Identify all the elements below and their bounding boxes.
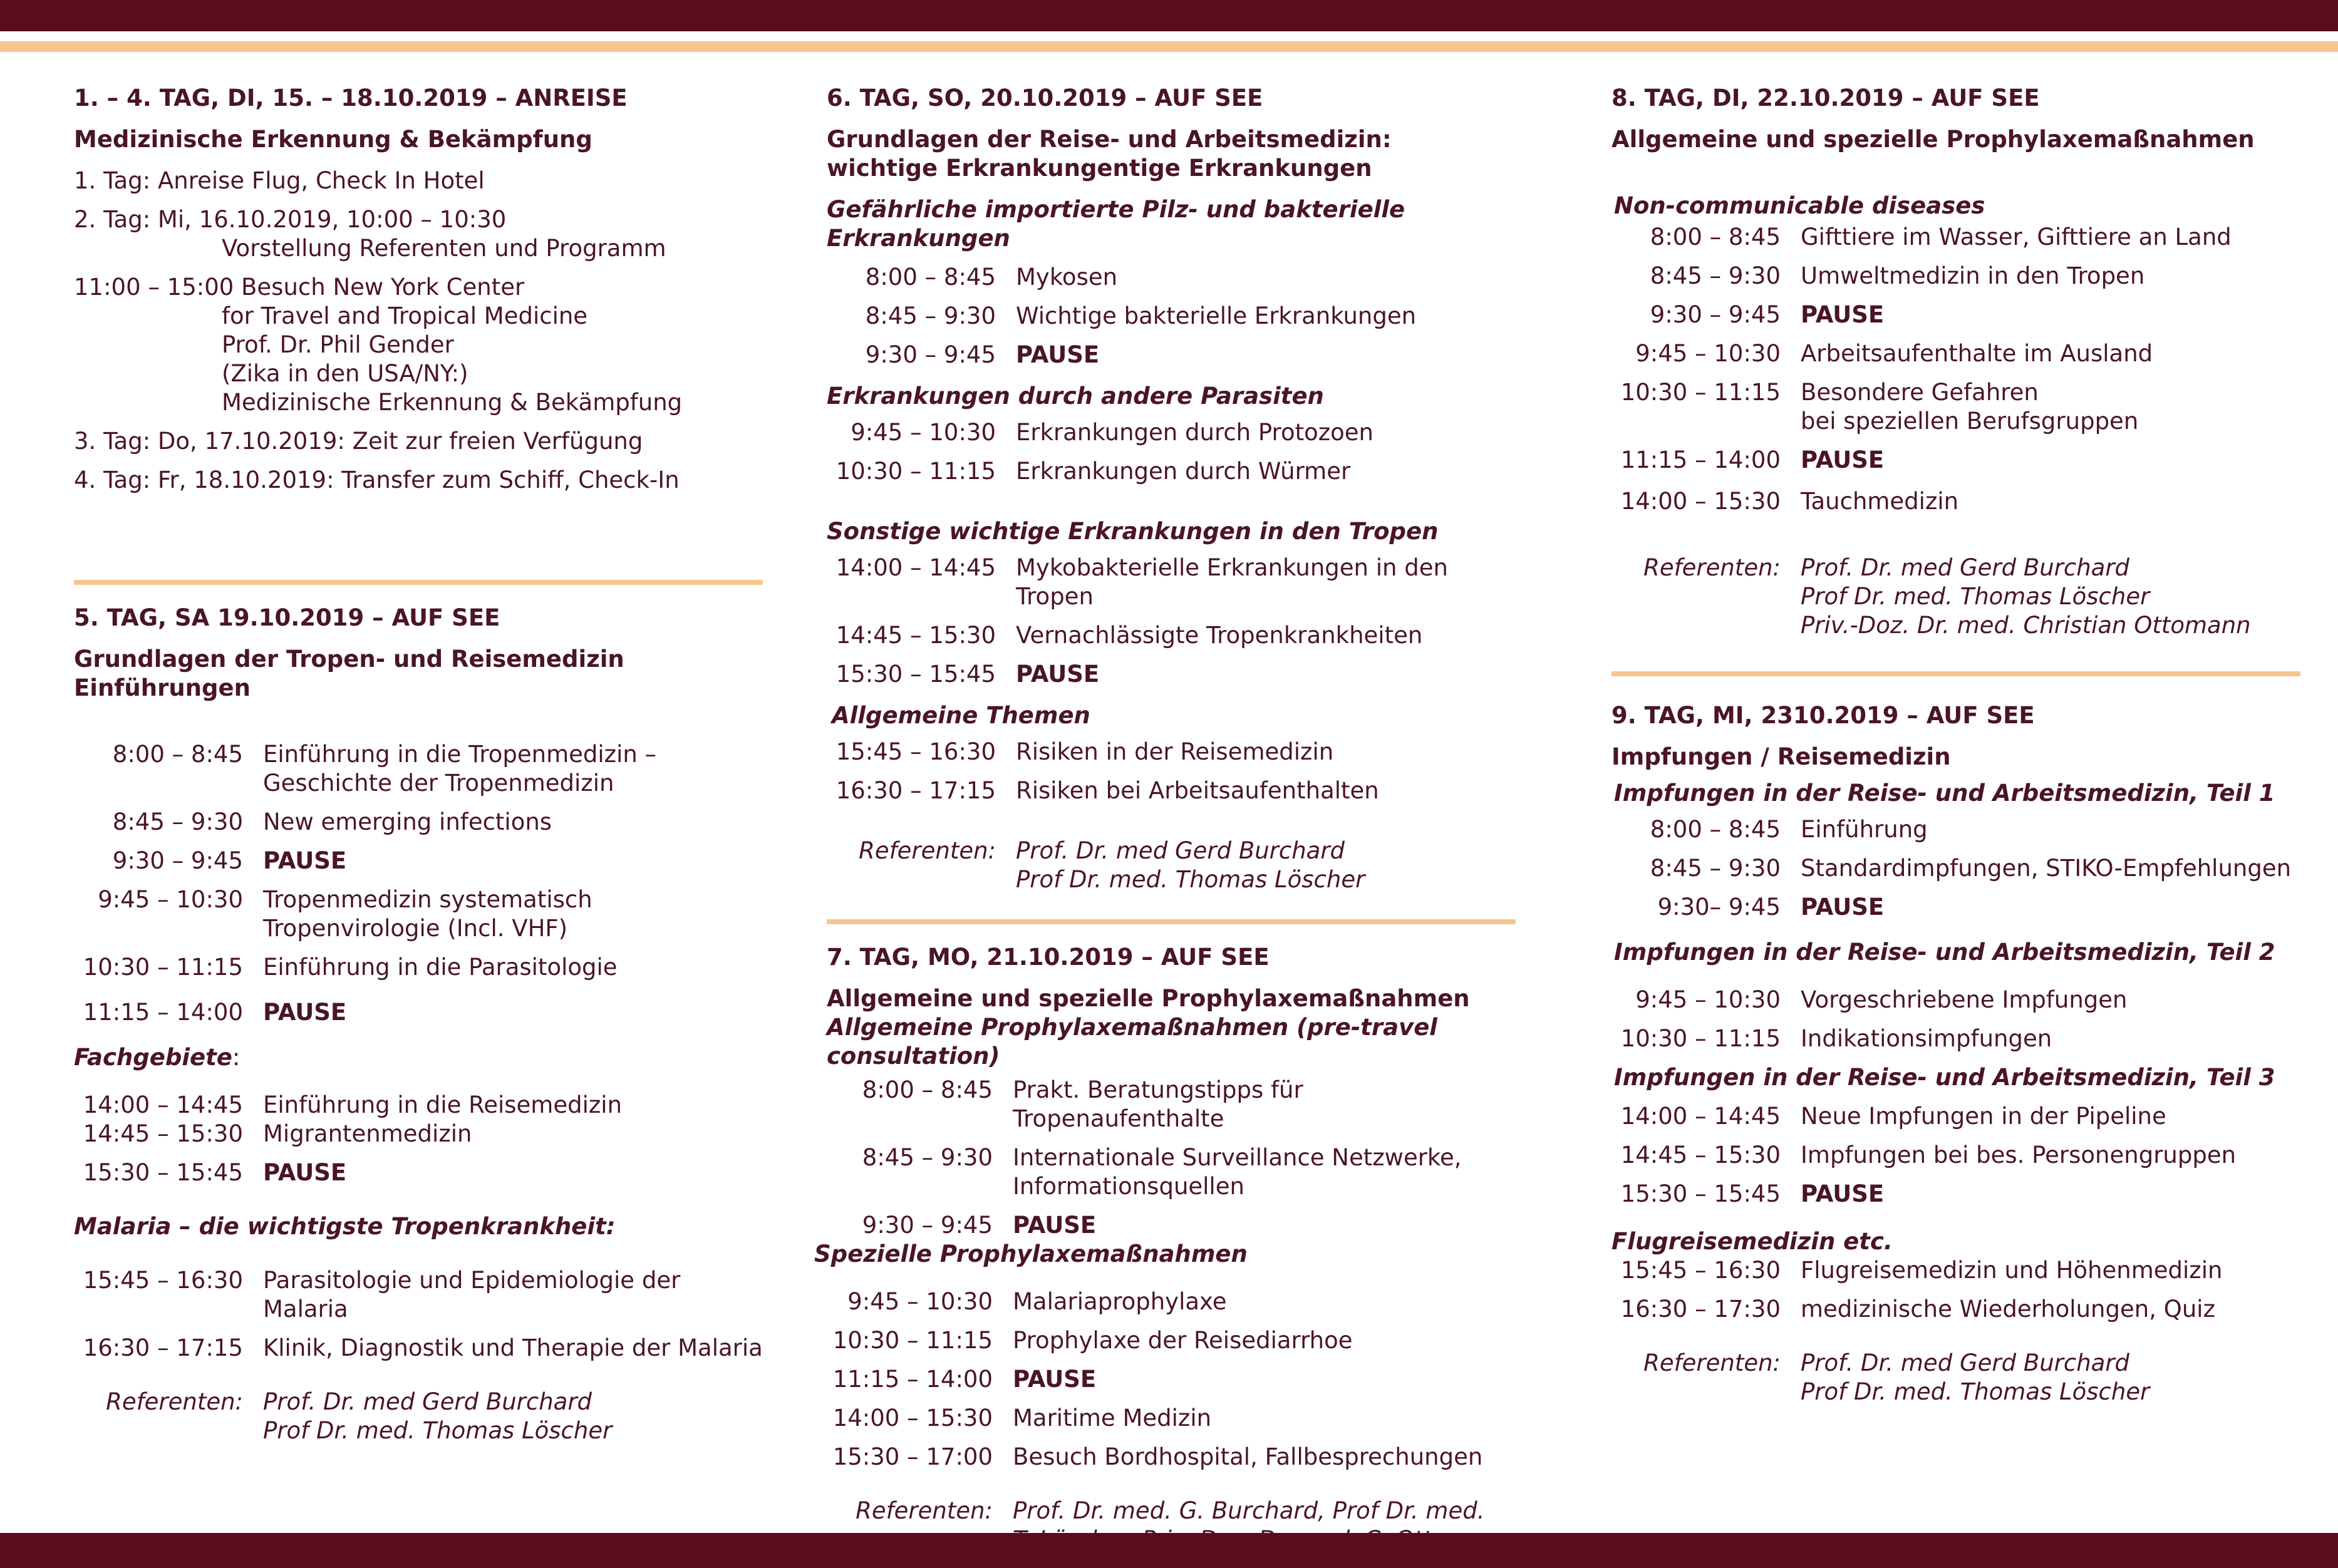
session-row (827, 554, 1516, 611)
referenten-names (1016, 837, 1516, 894)
session-time: 11:15 – 14:00 (832, 1366, 993, 1393)
session-desc: PAUSE (263, 847, 347, 874)
session-row (74, 1120, 763, 1148)
session-desc: PAUSE (263, 999, 347, 1026)
session-desc: Vorgeschriebene Impfungen (1801, 986, 2128, 1013)
session-time: 9:30 – 9:45 (1650, 301, 1781, 328)
session-desc: PAUSE (1016, 341, 1100, 368)
session-desc-line: Informationsquellen (1013, 1173, 1244, 1200)
session-desc (263, 885, 763, 943)
session-desc: PAUSE (1013, 1366, 1097, 1393)
session-time: 8:00 – 8:45 (862, 1076, 993, 1103)
day-5-title: 5. TAG, SA 19.10.2019 – AUF SEE (74, 604, 500, 631)
session-time: 14:00 – 14:45 (835, 554, 996, 581)
session-desc-line: Tropenmedizin systematisch (263, 886, 592, 913)
session-desc: Besuch Bordhospital, Fallbesprechungen (1013, 1443, 1483, 1470)
schedule-line: Vorstellung Referenten und Programm (222, 235, 666, 262)
session-time: 15:30 – 15:45 (83, 1159, 243, 1186)
session-row (1611, 815, 2300, 844)
schedule-line: 11:00 – 15:00 Besuch New York Center (74, 274, 525, 301)
session-row (74, 885, 763, 943)
session-desc: PAUSE (1801, 446, 1885, 473)
session-desc: Wichtige bakterielle Erkrankungen (1016, 302, 1417, 329)
referenten-label: Referenten: (1643, 554, 1781, 581)
session-row (74, 953, 763, 982)
day-1-4-subtitle: Medizinische Erkennung & Bekämpfung (74, 126, 592, 153)
day-5-subtitle: Grundlagen der Tropen- und Reisemedizin Einführungen (74, 646, 624, 701)
session-time: 14:45 – 15:30 (835, 622, 996, 649)
session-desc: Klinik, Diagnostik und Therapie der Malaria (263, 1334, 763, 1361)
session-desc (1801, 378, 2300, 436)
session-desc: PAUSE (1801, 1180, 1885, 1207)
referenten-row (1611, 554, 2300, 640)
session-row (1611, 487, 2300, 516)
session-time: 8:45 – 9:30 (1650, 262, 1781, 289)
section-colon: : (232, 1044, 241, 1071)
session-row (74, 740, 763, 798)
section-label: Fachgebiete (74, 1044, 232, 1071)
session-row (1611, 378, 2300, 436)
session-time: 15:30 – 15:45 (835, 661, 996, 688)
section-divider (74, 580, 763, 585)
session-time: 9:30 – 9:45 (112, 847, 243, 874)
session-desc: Mykosen (1016, 264, 1118, 291)
session-time: 16:30 – 17:15 (83, 1334, 243, 1361)
session-time: 10:30 – 11:15 (1620, 1025, 1781, 1052)
session-row (827, 621, 1516, 650)
session-row (1611, 1102, 2300, 1131)
session-desc: Erkrankungen durch Würmer (1016, 458, 1351, 485)
session-time: 15:45 – 16:30 (1620, 1257, 1781, 1284)
session-desc: Standardimpfungen, STIKO-Empfehlungen (1801, 855, 2292, 882)
session-desc: Parasitologie und Epidemiologie der Malaria (263, 1267, 681, 1323)
session-desc: Malariaprophylaxe (1013, 1288, 1227, 1315)
referent-name: Prof Dr. med. Thomas Löscher (263, 1417, 613, 1444)
session-desc: Einführung in die Parasitologie (263, 954, 618, 981)
session-time: 14:00 – 14:45 (83, 1091, 243, 1118)
pause-row (1611, 301, 2300, 329)
day-7-title: 7. TAG, MO, 21.10.2019 – AUF SEE (827, 944, 1270, 971)
session-row (1611, 339, 2300, 368)
session-time: 8:45 – 9:30 (1650, 855, 1781, 882)
pause-row (827, 1365, 1516, 1394)
session-row (74, 1334, 763, 1363)
session-desc: Gifttiere im Wasser, Gifttiere an Land (1801, 224, 2232, 250)
section-heading: Impfungen in der Reise- und Arbeitsmedizin, Teil 3 (1614, 1064, 2275, 1091)
session-time: 14:45 – 15:30 (1620, 1142, 1781, 1168)
session-row (1611, 986, 2300, 1014)
session-row (1611, 854, 2300, 883)
session-time: 10:30 – 11:15 (83, 954, 243, 981)
referenten-row (74, 1388, 763, 1445)
day-6-subtitle: Grundlagen der Reise- und Arbeitsmedizin: (827, 126, 1392, 153)
referenten-names (1801, 554, 2300, 640)
referent-name: Priv.-Doz. Dr. med. Christian Ottomann (1801, 612, 2251, 639)
session-row (827, 1404, 1516, 1433)
referenten-label: Referenten: (106, 1388, 243, 1415)
session-row (827, 457, 1516, 486)
session-desc: Flugreisemedizin und Höhenmedizin (1801, 1257, 2223, 1284)
session-time: 9:45 – 10:30 (1635, 986, 1781, 1013)
session-desc: Erkrankungen durch Protozoen (1016, 419, 1374, 446)
day-8-subtitle: Allgemeine und spezielle Prophylaxemaßnahmen (1611, 126, 2255, 153)
session-desc: Migrantenmedizin (263, 1120, 472, 1147)
day-8-title: 8. TAG, DI, 22.10.2019 – AUF SEE (1611, 85, 2040, 111)
day-1-4-title: 1. – 4. TAG, DI, 15. – 18.10.2019 – ANREISE (74, 85, 628, 111)
session-row (827, 1326, 1516, 1355)
bottom-bar (0, 1533, 2338, 1568)
referent-name: Prof Dr. med. Thomas Löscher (1016, 866, 1365, 893)
section-heading: Allgemeine Themen (832, 702, 1090, 729)
pause-row (1611, 1180, 2300, 1209)
section-fachgebiete (74, 1043, 763, 1072)
session-desc: Einführung in die Reisemedizin (263, 1091, 623, 1118)
session-time: 10:30 – 11:15 (832, 1327, 993, 1354)
referenten-row (827, 837, 1516, 894)
session-row (827, 418, 1516, 447)
session-desc: Vernachlässigte Tropenkrankheiten (1016, 622, 1423, 649)
session-time: 8:45 – 9:30 (862, 1144, 993, 1171)
day-7-subtitle: Allgemeine und spezielle Prophylaxemaßnahmen (827, 985, 1470, 1012)
referent-name: Prof. Dr. med Gerd Burchard (1801, 554, 2130, 581)
session-time: 8:00 – 8:45 (865, 264, 996, 291)
referent-name: Prof. Dr. med Gerd Burchard (1801, 1349, 2130, 1376)
referent-name: Prof. Dr. med Gerd Burchard (263, 1388, 592, 1415)
session-desc: PAUSE (263, 1159, 347, 1186)
section-heading: Impfungen in der Reise- und Arbeitsmedizin, Teil 2 (1614, 939, 2275, 966)
session-desc-line: Tropenvirologie (Incl. VHF) (263, 915, 568, 942)
session-desc: Tauchmedizin (1801, 488, 1959, 515)
session-time: 16:30 – 17:30 (1620, 1296, 1781, 1323)
session-desc: PAUSE (1801, 301, 1885, 328)
session-time: 9:45 – 10:30 (847, 1288, 993, 1315)
pause-row (1611, 893, 2300, 922)
session-row (1611, 223, 2300, 252)
referent-name: Prof Dr. med. Thomas Löscher (1801, 583, 2150, 610)
session-time: 9:45 – 10:30 (98, 886, 243, 913)
referent-name: Prof Dr. med. Thomas Löscher (1801, 1378, 2150, 1405)
session-time: 15:30 – 17:00 (832, 1443, 993, 1470)
section-divider (827, 919, 1516, 924)
referenten-label: Referenten: (1643, 1349, 1781, 1376)
section-malaria: Malaria – die wichtigste Tropenkrankheit: (74, 1213, 616, 1240)
session-time: 9:30– 9:45 (1657, 894, 1781, 921)
session-desc: Prophylaxe der Reisediarrhoe (1013, 1327, 1353, 1354)
section-divider (1611, 671, 2300, 676)
referenten-names (1801, 1349, 2300, 1406)
session-desc: New emerging infections (263, 808, 552, 835)
referent-name: Prof. Dr. med. G. Burchard, Prof Dr. med. (1013, 1497, 1485, 1524)
schedule-line: (Zika in den USA/NY:) (222, 360, 468, 387)
schedule-line: 2. Tag: Mi, 16.10.2019, 10:00 – 10:30 (74, 206, 507, 233)
day-9-title: 9. TAG, MI, 2310.2019 – AUF SEE (1611, 702, 2035, 729)
column-1 (74, 84, 763, 1445)
session-row (1611, 262, 2300, 291)
session-desc: Arbeitsaufenthalte im Ausland (1801, 340, 2153, 367)
schedule-line: 1. Tag: Anreise Flug, Check In Hotel (74, 167, 485, 194)
session-time: 11:15 – 14:00 (1620, 446, 1781, 473)
session-desc-line: Einführung in die Tropenmedizin – (263, 741, 657, 768)
referenten-label: Referenten: (859, 837, 996, 864)
session-time: 8:00 – 8:45 (1650, 224, 1781, 250)
section-heading: Flugreisemedizin etc. (1611, 1228, 1893, 1255)
session-desc: Prakt. Beratungstipps für Tropenaufenthalte (1013, 1076, 1303, 1132)
session-desc: Risiken bei Arbeitsaufenthalten (1016, 777, 1379, 804)
section-heading: Spezielle Prophylaxemaßnahmen (814, 1240, 1248, 1267)
schedule-line: 3. Tag: Do, 17.10.2019: Zeit zur freien Verfügung (74, 428, 643, 455)
pause-row (74, 1158, 763, 1187)
session-time: 14:00 – 15:30 (832, 1405, 993, 1431)
session-row (827, 302, 1516, 331)
session-desc: Impfungen bei bes. Personengruppen (1801, 1142, 2237, 1168)
session-time: 11:15 – 14:00 (83, 999, 243, 1026)
pause-row (827, 660, 1516, 689)
session-time: 14:00 – 14:45 (1620, 1103, 1781, 1130)
session-time: 9:30 – 9:45 (865, 341, 996, 368)
session-desc: Mykobakterielle Erkrankungen in den Tropen (1016, 554, 1448, 610)
session-row (827, 1076, 1516, 1133)
session-time: 15:45 – 16:30 (835, 738, 996, 765)
section-heading: Non-communicable diseases (1614, 192, 1985, 219)
session-desc: Risiken in der Reisemedizin (1016, 738, 1334, 765)
referenten-row (1611, 1349, 2300, 1406)
session-time: 9:45 – 10:30 (851, 419, 996, 446)
schedule-line: 4. Tag: Fr, 18.10.2019: Transfer zum Schiff, Check-In (74, 467, 680, 493)
session-desc: Neue Impfungen in der Pipeline (1801, 1103, 2166, 1130)
session-row (827, 263, 1516, 292)
section-heading: Allgemeine Prophylaxemaßnahmen (pre-travel consultation) (827, 1014, 1437, 1070)
session-time: 14:45 – 15:30 (83, 1120, 243, 1147)
day-6-subtitle: wichtige Erkrankungentige Erkrankungen (827, 155, 1372, 182)
session-row (74, 808, 763, 837)
session-desc-line: Besondere Gefahren (1801, 379, 2039, 406)
session-desc: PAUSE (1016, 661, 1100, 688)
pause-row (1611, 446, 2300, 475)
session-time: 14:00 – 15:30 (1620, 488, 1781, 515)
session-time: 9:30 – 9:45 (862, 1212, 993, 1239)
session-desc (263, 740, 763, 798)
session-time: 8:00 – 8:45 (1650, 816, 1781, 843)
section-heading: Gefährliche importierte Pilz- und bakterielle Erkrankungen (827, 196, 1405, 252)
day-6-title: 6. TAG, SO, 20.10.2019 – AUF SEE (827, 85, 1263, 111)
referenten-names (263, 1388, 763, 1445)
session-desc-line: Geschichte der Tropenmedizin (263, 770, 614, 797)
session-desc: Einführung (1801, 816, 1928, 843)
session-row (1611, 1141, 2300, 1170)
session-time: 10:30 – 11:15 (835, 458, 996, 485)
day-9-subtitle: Impfungen / Reisemedizin (1611, 743, 1951, 770)
session-desc: PAUSE (1801, 894, 1885, 921)
session-desc-line: Internationale Surveillance Netzwerke, (1013, 1144, 1462, 1171)
session-desc: Maritime Medizin (1013, 1405, 1212, 1431)
section-heading: Erkrankungen durch andere Parasiten (827, 383, 1324, 410)
referenten-label: Referenten: (856, 1497, 993, 1524)
column-3 (1611, 84, 2300, 1406)
column-2 (814, 84, 1516, 1554)
session-row (74, 1266, 763, 1324)
session-desc: PAUSE (1013, 1212, 1097, 1239)
session-desc (1013, 1143, 1516, 1201)
pause-row (827, 1211, 1516, 1240)
schedule-line: Medizinische Erkennung & Bekämpfung (222, 389, 683, 416)
session-row (827, 776, 1516, 805)
section-heading: Sonstige wichtige Erkrankungen in den Tropen (827, 518, 1439, 545)
session-desc: Umweltmedizin in den Tropen (1801, 262, 2145, 289)
session-time: 10:30 – 11:15 (1620, 379, 1781, 406)
session-time: 15:45 – 16:30 (83, 1267, 243, 1294)
pause-row (827, 341, 1516, 369)
top-stripe (0, 41, 2338, 52)
schedule-line: Prof. Dr. Phil Gender (222, 331, 454, 358)
session-row (827, 1443, 1516, 1472)
pause-row (74, 847, 763, 875)
session-row (1611, 1295, 2300, 1324)
session-time: 8:45 – 9:30 (112, 808, 243, 835)
referent-name: Prof. Dr. med Gerd Burchard (1016, 837, 1345, 864)
session-desc-line: bei speziellen Berufsgruppen (1801, 408, 2139, 435)
session-time: 9:45 – 10:30 (1635, 340, 1781, 367)
session-row (827, 1287, 1516, 1316)
session-time: 8:00 – 8:45 (112, 741, 243, 768)
section-heading: Impfungen in der Reise- und Arbeitsmedizin, Teil 1 (1614, 780, 2275, 807)
session-desc: medizinische Wiederholungen, Quiz (1801, 1296, 2215, 1323)
session-time: 8:45 – 9:30 (865, 302, 996, 329)
schedule-line: for Travel and Tropical Medicine (222, 302, 588, 329)
session-row (827, 738, 1516, 766)
session-time: 16:30 – 17:15 (835, 777, 996, 804)
pause-row (74, 998, 763, 1027)
session-row (74, 1091, 763, 1120)
top-bar (0, 0, 2338, 31)
session-row (827, 1143, 1516, 1201)
session-row (1611, 1256, 2300, 1285)
session-time: 15:30 – 15:45 (1620, 1180, 1781, 1207)
session-desc: Indikationsimpfungen (1801, 1025, 2052, 1052)
session-row (1611, 1024, 2300, 1053)
